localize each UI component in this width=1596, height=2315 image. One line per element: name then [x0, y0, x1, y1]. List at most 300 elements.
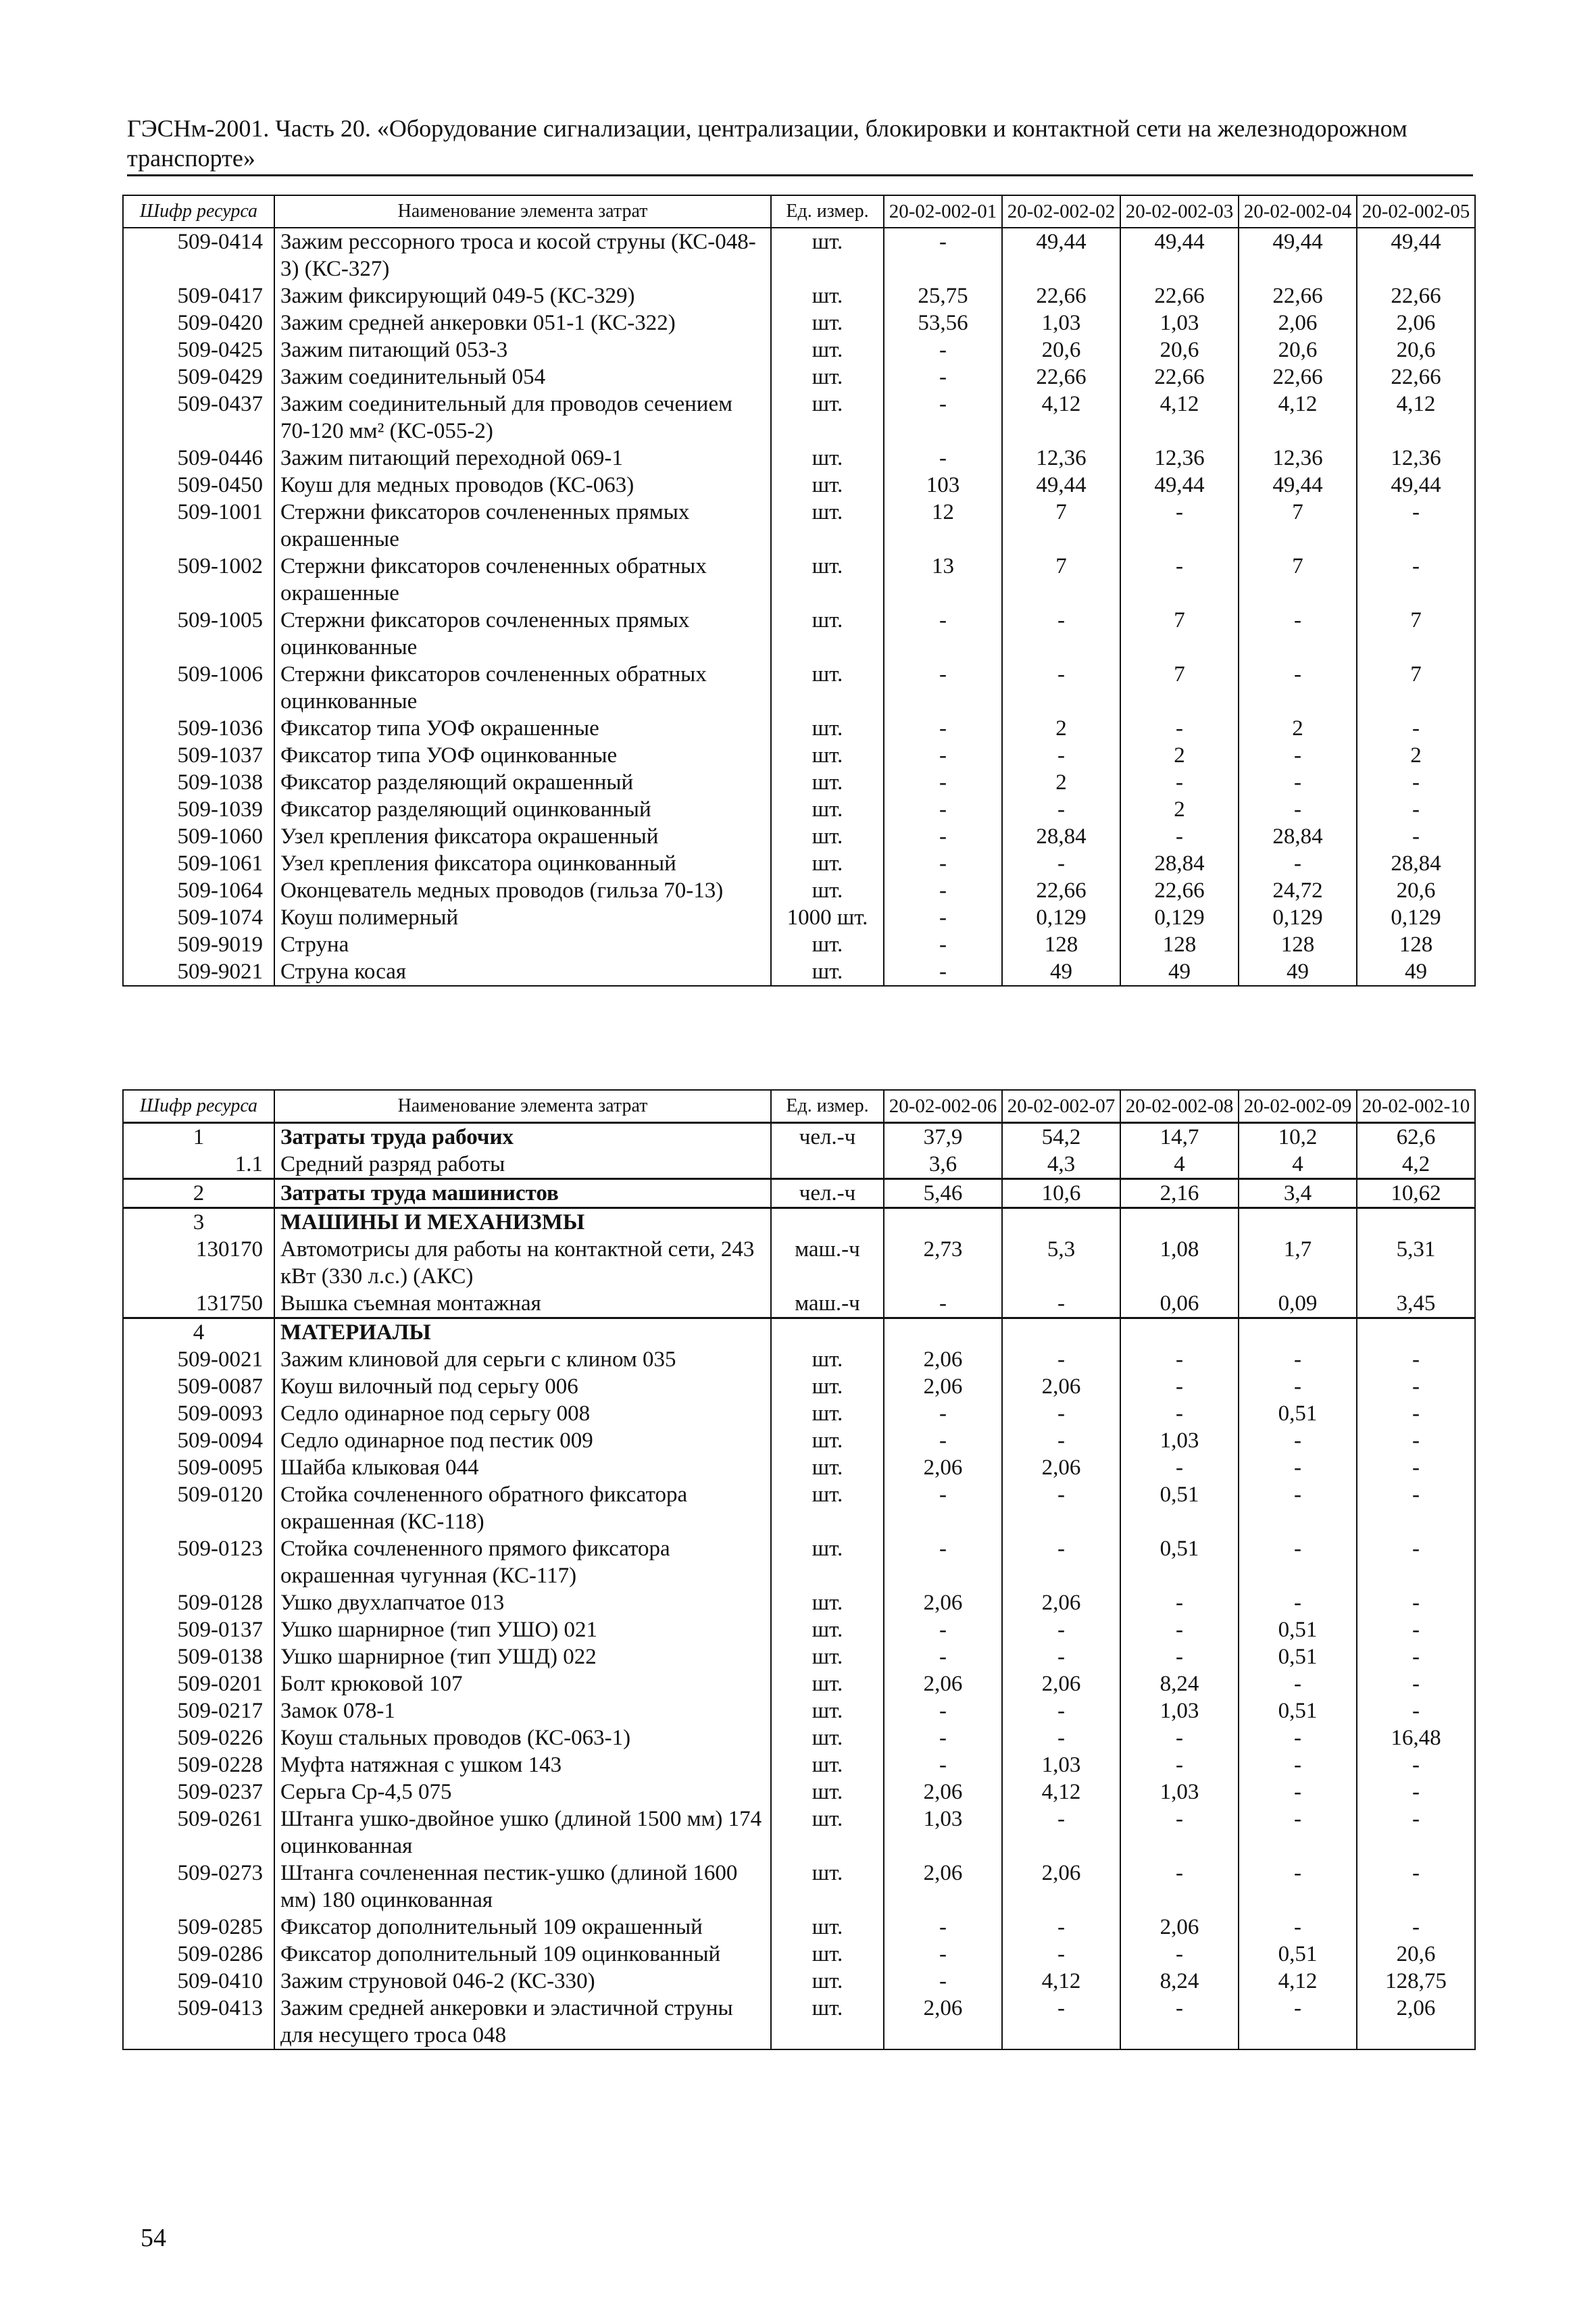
rate-value-cell: 4: [1120, 1151, 1239, 1179]
rate-value-cell: -: [1120, 715, 1239, 742]
document-title: ГЭСНм-2001. Часть 20. «Оборудование сигнализации, централизации, блокировки и контактной сети на железнодорожном транспорте»: [127, 115, 1407, 172]
rate-value-cell: -: [1357, 796, 1475, 823]
rate-value-cell: -: [1002, 1346, 1120, 1373]
rate-value-cell: -: [1239, 1914, 1357, 1941]
rate-value-cell: 0,51: [1239, 1616, 1357, 1643]
resource-code-cell: 509-0450: [123, 472, 274, 499]
resource-name-cell: Штанга сочлененная пестик-ушко (длиной 1600 мм) 180 оцинкованная: [274, 1860, 771, 1914]
table-row: [123, 1373, 1475, 1400]
rate-value-cell: -: [884, 1535, 1002, 1589]
rate-value-cell: 0,51: [1120, 1481, 1239, 1535]
rate-value-cell: -: [1357, 1535, 1475, 1589]
rate-value-cell: 7: [1002, 499, 1120, 553]
rate-value-cell: -: [1002, 1616, 1120, 1643]
rate-value-cell: 16,48: [1357, 1724, 1475, 1751]
rate-value-cell: -: [884, 796, 1002, 823]
resource-code-cell: 509-1001: [123, 499, 274, 553]
rate-value-cell: 49: [1002, 958, 1120, 986]
rate-value-cell: -: [884, 228, 1002, 282]
rate-value-cell: -: [1002, 742, 1120, 769]
rate-value-cell: -: [1002, 850, 1120, 877]
resource-name-cell: Зажим питающий переходной 069-1: [274, 445, 771, 472]
rate-value-cell: -: [1120, 1751, 1239, 1778]
rate-value-cell: 4: [1239, 1151, 1357, 1179]
rate-value-cell: 22,66: [1239, 282, 1357, 309]
resource-name-cell: Ушко шарнирное (тип УШО) 021: [274, 1616, 771, 1643]
rate-value-cell: 49,44: [1120, 228, 1239, 282]
resource-code-cell: 509-1002: [123, 553, 274, 607]
resource-name-cell: Фиксатор дополнительный 109 оцинкованный: [274, 1941, 771, 1968]
rate-value-cell: -: [1120, 769, 1239, 796]
table-row: [123, 904, 1475, 931]
resource-code-cell: 509-0413: [123, 1995, 274, 2049]
unit-cell: шт.: [771, 1454, 884, 1481]
rate-value-cell: 5,3: [1002, 1236, 1120, 1290]
resource-name-cell: Узел крепления фиксатора оцинкованный: [274, 850, 771, 877]
rate-value-cell: 2,06: [1120, 1914, 1239, 1941]
unit-cell: шт.: [771, 1778, 884, 1806]
rate-value-cell: 7: [1357, 607, 1475, 661]
document-header: [127, 114, 1473, 176]
rate-value-cell: 24,72: [1239, 877, 1357, 904]
rate-value-cell: -: [1239, 769, 1357, 796]
rate-value-cell: -: [1120, 1589, 1239, 1616]
unit-cell: маш.-ч: [771, 1290, 884, 1318]
resource-name-cell: Замок 078-1: [274, 1697, 771, 1724]
resource-name-cell: Узел крепления фиксатора окрашенный: [274, 823, 771, 850]
unit-cell: шт.: [771, 877, 884, 904]
rate-value-cell: 20,6: [1239, 337, 1357, 364]
resource-code-cell: 509-1037: [123, 742, 274, 769]
rate-value-cell: 54,2: [1002, 1123, 1120, 1151]
resource-code-cell: 509-0414: [123, 228, 274, 282]
rate-value-cell: -: [1239, 796, 1357, 823]
rate-value-cell: -: [1239, 1481, 1357, 1535]
table-row: [123, 1427, 1475, 1454]
rate-value-cell: [884, 1208, 1002, 1237]
rate-value-cell: -: [884, 1914, 1002, 1941]
resource-code-cell: 509-0095: [123, 1454, 274, 1481]
unit-cell: [771, 1151, 884, 1179]
rate-value-cell: 2,16: [1120, 1179, 1239, 1208]
table-row: [123, 391, 1475, 445]
rate-value-cell: -: [1357, 1481, 1475, 1535]
rate-value-cell: 0,51: [1239, 1643, 1357, 1670]
resource-code-cell: 509-0093: [123, 1400, 274, 1427]
resource-table-1: [122, 195, 1476, 987]
rate-value-cell: -: [884, 1616, 1002, 1643]
unit-cell: шт.: [771, 1373, 884, 1400]
rate-value-cell: 0,51: [1239, 1697, 1357, 1724]
rate-value-cell: 4,12: [1357, 391, 1475, 445]
resource-name-cell: Зажим средней анкеровки 051-1 (КС-322): [274, 309, 771, 337]
rate-value-cell: [1239, 1318, 1357, 1347]
rate-value-cell: -: [1357, 1643, 1475, 1670]
rate-value-cell: 49,44: [1239, 228, 1357, 282]
table-row: [123, 1724, 1475, 1751]
resource-name-cell: Зажим питающий 053-3: [274, 337, 771, 364]
rate-value-cell: 7: [1120, 661, 1239, 715]
resource-code-cell: 509-0138: [123, 1643, 274, 1670]
unit-cell: 1000 шт.: [771, 904, 884, 931]
rate-value-cell: 2,73: [884, 1236, 1002, 1290]
rate-value-cell: -: [1002, 1535, 1120, 1589]
rate-value-cell: -: [1357, 1914, 1475, 1941]
rate-value-cell: 4,12: [1002, 1778, 1120, 1806]
rate-value-cell: 5,46: [884, 1179, 1002, 1208]
unit-cell: маш.-ч: [771, 1236, 884, 1290]
resource-name-cell: Болт крюковой 107: [274, 1670, 771, 1697]
rate-value-cell: 22,66: [1357, 282, 1475, 309]
unit-cell: шт.: [771, 1941, 884, 1968]
unit-cell: шт.: [771, 337, 884, 364]
resource-name-cell: Стержни фиксаторов сочлененных обратных оцинкованные: [274, 661, 771, 715]
table-row: [123, 499, 1475, 553]
table-header-row: [123, 1090, 1475, 1123]
resource-code-cell: 509-9019: [123, 931, 274, 958]
rate-value-cell: -: [884, 445, 1002, 472]
rate-value-cell: 49,44: [1002, 472, 1120, 499]
unit-cell: шт.: [771, 607, 884, 661]
rate-value-cell: 12,36: [1120, 445, 1239, 472]
rate-value-cell: -: [1120, 1995, 1239, 2049]
rate-value-cell: -: [1357, 1670, 1475, 1697]
rate-value-cell: -: [884, 1724, 1002, 1751]
rate-value-cell: -: [1002, 1290, 1120, 1318]
resource-code-cell: 509-0226: [123, 1724, 274, 1751]
rate-value-cell: 0,51: [1120, 1535, 1239, 1589]
rate-value-cell: -: [1002, 1427, 1120, 1454]
resource-name-cell: Стойка сочлененного прямого фиксатора окрашенная чугунная (КС-117): [274, 1535, 771, 1589]
rate-value-cell: 0,129: [1357, 904, 1475, 931]
rate-value-cell: 28,84: [1239, 823, 1357, 850]
resource-code-cell: 509-1060: [123, 823, 274, 850]
rate-value-cell: -: [884, 1481, 1002, 1535]
resource-name-cell: Автомотрисы для работы на контактной сети, 243 кВт (330 л.с.) (АКС): [274, 1236, 771, 1290]
rate-value-cell: -: [1357, 499, 1475, 553]
table-body: [123, 1123, 1475, 2050]
rate-value-cell: 128: [1239, 931, 1357, 958]
rate-value-cell: [1239, 1208, 1357, 1237]
unit-cell: шт.: [771, 445, 884, 472]
rate-value-cell: 12: [884, 499, 1002, 553]
rate-value-cell: -: [884, 364, 1002, 391]
rate-value-cell: -: [884, 769, 1002, 796]
rate-value-cell: -: [1357, 823, 1475, 850]
resource-code-cell: 509-0437: [123, 391, 274, 445]
rate-value-cell: 49,44: [1239, 472, 1357, 499]
unit-cell: шт.: [771, 391, 884, 445]
rate-value-cell: 0,129: [1002, 904, 1120, 931]
rate-value-cell: -: [1120, 1941, 1239, 1968]
column-header-rate: 20-02-002-07: [1002, 1090, 1120, 1123]
resource-name-cell: Средний разряд работы: [274, 1151, 771, 1179]
rate-value-cell: -: [884, 1643, 1002, 1670]
column-header-rate: 20-02-002-04: [1239, 195, 1357, 228]
rate-value-cell: 2,06: [884, 1778, 1002, 1806]
rate-value-cell: -: [1002, 1724, 1120, 1751]
rate-value-cell: 20,6: [1002, 337, 1120, 364]
unit-cell: шт.: [771, 1400, 884, 1427]
rate-value-cell: 49,44: [1002, 228, 1120, 282]
unit-cell: [771, 1208, 884, 1237]
rate-value-cell: 4,12: [1120, 391, 1239, 445]
resource-code-cell: 509-1061: [123, 850, 274, 877]
unit-cell: шт.: [771, 796, 884, 823]
rate-value-cell: -: [1002, 1481, 1120, 1535]
unit-cell: шт.: [771, 1968, 884, 1995]
rate-value-cell: 10,6: [1002, 1179, 1120, 1208]
resource-name-cell: Затраты труда машинистов: [274, 1179, 771, 1208]
resource-code-cell: 509-0420: [123, 309, 274, 337]
rate-value-cell: 49,44: [1357, 472, 1475, 499]
rate-value-cell: 2,06: [884, 1860, 1002, 1914]
unit-cell: шт.: [771, 1535, 884, 1589]
page-number: 54: [141, 2224, 166, 2252]
resource-code-cell: 131750: [123, 1290, 274, 1318]
resource-name-cell: Седло одинарное под пестик 009: [274, 1427, 771, 1454]
rate-value-cell: -: [1357, 769, 1475, 796]
rate-value-cell: 2,06: [1002, 1454, 1120, 1481]
column-header-name: Наименование элемента затрат: [274, 1090, 771, 1123]
resource-code-cell: 509-0410: [123, 1968, 274, 1995]
table-row: [123, 1995, 1475, 2049]
rate-value-cell: 49: [1239, 958, 1357, 986]
unit-cell: шт.: [771, 1751, 884, 1778]
rate-value-cell: 3,45: [1357, 1290, 1475, 1318]
resource-name-cell: Седло одинарное под серьгу 008: [274, 1400, 771, 1427]
rate-value-cell: [884, 1318, 1002, 1347]
unit-cell: шт.: [771, 1589, 884, 1616]
rate-value-cell: 2: [1239, 715, 1357, 742]
rate-value-cell: 3,6: [884, 1151, 1002, 1179]
table-row: [123, 1400, 1475, 1427]
rate-value-cell: [1002, 1208, 1120, 1237]
section-row: [123, 1123, 1475, 1151]
rate-value-cell: 2,06: [884, 1995, 1002, 2049]
rate-value-cell: [1357, 1208, 1475, 1237]
rate-value-cell: 2: [1002, 769, 1120, 796]
table-row: [123, 742, 1475, 769]
rate-value-cell: -: [1120, 553, 1239, 607]
rate-value-cell: -: [884, 1290, 1002, 1318]
resource-name-cell: Струна: [274, 931, 771, 958]
rate-value-cell: 22,66: [1120, 877, 1239, 904]
rate-value-cell: 1,03: [1120, 1427, 1239, 1454]
rate-value-cell: 22,66: [1002, 364, 1120, 391]
rate-value-cell: -: [884, 742, 1002, 769]
table-row: [123, 823, 1475, 850]
table-row: [123, 769, 1475, 796]
rate-value-cell: -: [1357, 1616, 1475, 1643]
unit-cell: шт.: [771, 553, 884, 607]
rate-value-cell: 2,06: [1239, 309, 1357, 337]
rate-value-cell: -: [1239, 661, 1357, 715]
unit-cell: шт.: [771, 1697, 884, 1724]
rate-value-cell: -: [1002, 1643, 1120, 1670]
rate-value-cell: 12,36: [1239, 445, 1357, 472]
rate-value-cell: 2,06: [884, 1346, 1002, 1373]
column-header-rate: 20-02-002-02: [1002, 195, 1120, 228]
rate-value-cell: 22,66: [1002, 282, 1120, 309]
rate-value-cell: 22,66: [1120, 364, 1239, 391]
resource-name-cell: Зажим фиксирующий 049-5 (КС-329): [274, 282, 771, 309]
table-row: [123, 1778, 1475, 1806]
unit-cell: шт.: [771, 958, 884, 986]
resource-code-cell: 509-1074: [123, 904, 274, 931]
rate-value-cell: -: [1357, 553, 1475, 607]
section-row: [123, 1208, 1475, 1237]
rate-value-cell: -: [1120, 1346, 1239, 1373]
rate-value-cell: 7: [1239, 499, 1357, 553]
rate-value-cell: 14,7: [1120, 1123, 1239, 1151]
resource-code-cell: 509-0261: [123, 1806, 274, 1860]
column-header-unit: Ед. измер.: [771, 1090, 884, 1123]
rate-value-cell: -: [884, 1427, 1002, 1454]
unit-cell: шт.: [771, 1806, 884, 1860]
rate-value-cell: 0,129: [1120, 904, 1239, 931]
rate-value-cell: 10,2: [1239, 1123, 1357, 1151]
resource-code-cell: 509-0123: [123, 1535, 274, 1589]
rate-value-cell: 128: [1120, 931, 1239, 958]
rate-value-cell: 2: [1357, 742, 1475, 769]
rate-value-cell: 7: [1357, 661, 1475, 715]
rate-value-cell: 4,2: [1357, 1151, 1475, 1179]
rate-value-cell: -: [1357, 1778, 1475, 1806]
table-row: [123, 1454, 1475, 1481]
rate-value-cell: 12,36: [1002, 445, 1120, 472]
resource-name-cell: Оконцеватель медных проводов (гильза 70-13): [274, 877, 771, 904]
rate-value-cell: -: [1357, 1373, 1475, 1400]
rate-value-cell: 2,06: [884, 1589, 1002, 1616]
rate-value-cell: -: [1239, 1427, 1357, 1454]
resource-name-cell: Фиксатор дополнительный 109 окрашенный: [274, 1914, 771, 1941]
table-row: [123, 1941, 1475, 1968]
column-header-name: Наименование элемента затрат: [274, 195, 771, 228]
rate-value-cell: 1,03: [1120, 1778, 1239, 1806]
rate-value-cell: -: [884, 1697, 1002, 1724]
rate-value-cell: [1120, 1318, 1239, 1347]
rate-value-cell: -: [1002, 1941, 1120, 1968]
rate-value-cell: [1357, 1318, 1475, 1347]
unit-cell: шт.: [771, 1724, 884, 1751]
rate-value-cell: -: [1239, 1454, 1357, 1481]
table-row: [123, 1670, 1475, 1697]
rate-value-cell: 2,06: [1002, 1670, 1120, 1697]
unit-cell: шт.: [771, 1427, 884, 1454]
rate-value-cell: -: [1357, 1751, 1475, 1778]
section-row: [123, 1179, 1475, 1208]
table-row: [123, 715, 1475, 742]
resource-name-cell: МАТЕРИАЛЫ: [274, 1318, 771, 1347]
rate-value-cell: 20,6: [1357, 337, 1475, 364]
unit-cell: шт.: [771, 309, 884, 337]
rate-value-cell: -: [1357, 715, 1475, 742]
rate-value-cell: -: [1239, 1589, 1357, 1616]
table-row: [123, 1616, 1475, 1643]
rate-value-cell: 2: [1120, 796, 1239, 823]
unit-cell: шт.: [771, 228, 884, 282]
rate-value-cell: -: [1120, 1454, 1239, 1481]
table-row: [123, 1806, 1475, 1860]
rate-value-cell: -: [1239, 1373, 1357, 1400]
resource-name-cell: Зажим рессорного троса и косой струны (КС-048-3) (КС-327): [274, 228, 771, 282]
resource-code-cell: 509-0094: [123, 1427, 274, 1454]
rate-value-cell: 20,6: [1120, 337, 1239, 364]
rate-value-cell: 0,51: [1239, 1941, 1357, 1968]
rate-value-cell: 22,66: [1120, 282, 1239, 309]
rate-value-cell: -: [1357, 1589, 1475, 1616]
resource-name-cell: Муфта натяжная с ушком 143: [274, 1751, 771, 1778]
rate-value-cell: -: [1239, 1346, 1357, 1373]
table-row: [123, 850, 1475, 877]
rate-value-cell: 2,06: [1002, 1373, 1120, 1400]
rate-value-cell: 2,06: [884, 1373, 1002, 1400]
resource-name-cell: Стойка сочлененного обратного фиксатора окрашенная (КС-118): [274, 1481, 771, 1535]
resource-code-cell: 509-0417: [123, 282, 274, 309]
rate-value-cell: 49,44: [1120, 472, 1239, 499]
rate-value-cell: 1,03: [884, 1806, 1002, 1860]
resource-code-cell: 509-0087: [123, 1373, 274, 1400]
resource-name-cell: Струна косая: [274, 958, 771, 986]
rate-value-cell: -: [1357, 1697, 1475, 1724]
column-header-rate: 20-02-002-06: [884, 1090, 1002, 1123]
rate-value-cell: 20,6: [1357, 1941, 1475, 1968]
unit-cell: шт.: [771, 472, 884, 499]
rate-value-cell: -: [1357, 1454, 1475, 1481]
rate-value-cell: -: [1120, 1400, 1239, 1427]
resource-name-cell: Вышка съемная монтажная: [274, 1290, 771, 1318]
unit-cell: шт.: [771, 1481, 884, 1535]
rate-value-cell: 0,09: [1239, 1290, 1357, 1318]
unit-cell: шт.: [771, 282, 884, 309]
resource-table-2: [122, 1089, 1476, 2050]
rate-value-cell: 4,12: [1002, 1968, 1120, 1995]
rate-value-cell: -: [1357, 1427, 1475, 1454]
rate-value-cell: -: [884, 931, 1002, 958]
table-row: [123, 607, 1475, 661]
resource-name-cell: Коуш полимерный: [274, 904, 771, 931]
table-row: [123, 877, 1475, 904]
rate-value-cell: 8,24: [1120, 1968, 1239, 1995]
rate-value-cell: -: [1357, 1346, 1475, 1373]
unit-cell: шт.: [771, 1860, 884, 1914]
unit-cell: шт.: [771, 823, 884, 850]
rate-value-cell: 2: [1002, 715, 1120, 742]
rate-value-cell: -: [1002, 796, 1120, 823]
resource-name-cell: Стержни фиксаторов сочлененных прямых окрашенные: [274, 499, 771, 553]
rate-value-cell: 0,129: [1239, 904, 1357, 931]
resource-code-cell: 509-1005: [123, 607, 274, 661]
rate-value-cell: 0,06: [1120, 1290, 1239, 1318]
unit-cell: шт.: [771, 364, 884, 391]
resource-code-cell: 509-0128: [123, 1589, 274, 1616]
unit-cell: шт.: [771, 1914, 884, 1941]
rate-value-cell: -: [1002, 1914, 1120, 1941]
rate-value-cell: -: [1002, 1400, 1120, 1427]
rate-value-cell: 49: [1357, 958, 1475, 986]
resource-code-cell: 509-1036: [123, 715, 274, 742]
rate-value-cell: 2,06: [1002, 1860, 1120, 1914]
resource-name-cell: Затраты труда рабочих: [274, 1123, 771, 1151]
resource-name-cell: Коуш вилочный под серьгу 006: [274, 1373, 771, 1400]
resource-name-cell: Зажим средней анкеровки и эластичной струны для несущего троса 048: [274, 1995, 771, 2049]
rate-value-cell: 49,44: [1357, 228, 1475, 282]
unit-cell: чел.-ч: [771, 1123, 884, 1151]
rate-value-cell: -: [1357, 1400, 1475, 1427]
rate-value-cell: 1,08: [1120, 1236, 1239, 1290]
table-row: [123, 364, 1475, 391]
